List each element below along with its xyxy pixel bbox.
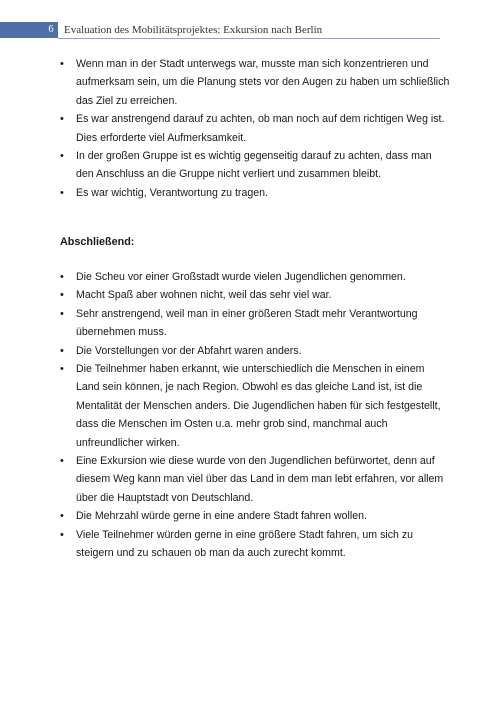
list-item — [60, 110, 450, 147]
list-item-text: Macht Spaß aber wohnen nicht, weil das sehr viel war. — [76, 289, 332, 302]
bullet-icon: • — [60, 344, 64, 357]
list-item — [60, 360, 450, 452]
list-item-text: Viele Teilnehmer würden gerne in eine größere Stadt fahren, um sich zu steigern und zu schauen ob man da auch zurecht kommt. — [76, 528, 414, 560]
list-item — [60, 507, 450, 525]
list-item — [60, 268, 450, 286]
section-heading: Abschließend: — [60, 236, 135, 248]
list-item — [60, 184, 450, 202]
list-item-text: Eine Exkursion wie diese wurde von den Jugendlichen befürwortet, denn auf diesem Weg kann man viel über das Land in dem man lebt erfahren, vor allem über die Hauptstadt von Deutschland. — [76, 455, 444, 504]
bullet-icon: • — [60, 271, 64, 283]
list-item-text: Es war wichtig, Verantwortung zu tragen. — [76, 186, 268, 199]
bullet-list-observations — [60, 55, 450, 202]
bullet-icon: • — [60, 455, 64, 468]
page-number: 6 — [48, 24, 54, 35]
list-item-text: Wenn man in der Stadt unterwegs war, musste man sich konzentrieren und aufmerksam sein, um die Planung stets vor den Augen zu haben um schließlich das Ziel zu erreichen. — [76, 58, 450, 107]
list-item — [60, 147, 450, 184]
bullet-icon: • — [60, 150, 64, 163]
list-item — [60, 342, 450, 360]
list-item — [60, 55, 450, 110]
bullet-icon: • — [60, 307, 64, 320]
header-rule — [58, 38, 440, 39]
bullet-icon: • — [60, 363, 64, 376]
running-title: Evaluation des Mobilitätsprojektes: Exkursion nach Berlin — [64, 24, 323, 36]
page-header — [0, 22, 500, 38]
list-item — [60, 286, 450, 304]
list-item-text: In der großen Gruppe ist es wichtig gegenseitig darauf zu achten, dass man den Anschluss an die Gruppe nicht verliert und zusammen bleibt. — [76, 150, 432, 181]
bullet-icon: • — [60, 58, 64, 70]
bullet-icon: • — [60, 528, 64, 541]
list-item-text: Es war anstrengend darauf zu achten, ob man noch auf dem richtigen Weg ist. Dies erforderte viel Aufmerksamkeit. — [76, 113, 445, 144]
list-item-text: Die Scheu vor einer Großstadt wurde vielen Jugendlichen genommen. — [76, 271, 406, 283]
list-item-text: Die Teilnehmer haben erkannt, wie unterschiedlich die Menschen in einem Land sein können, je nach Region. Obwohl es das gleiche Land ist, ist die Mentalität der Menschen anders. Die Jugendlichen haben für sich festgestellt, dass die Menschen im Osten u.a. mehr grob sind, manchmal auch unfreundlicher wirken. — [76, 363, 441, 449]
list-item-text: Sehr anstrengend, weil man in einer größeren Stadt mehr Verantwortung übernehmen muss. — [76, 307, 418, 339]
bullet-list-conclusions — [60, 268, 450, 563]
bullet-icon: • — [60, 113, 64, 126]
list-item-text: Die Vorstellungen vor der Abfahrt waren anders. — [76, 344, 302, 357]
bullet-icon: • — [60, 510, 64, 523]
list-item-text: Die Mehrzahl würde gerne in eine andere Stadt fahren wollen. — [76, 510, 367, 523]
list-item — [60, 305, 450, 342]
bullet-icon: • — [60, 289, 64, 302]
list-item — [60, 526, 450, 563]
bullet-icon: • — [60, 186, 64, 199]
list-item — [60, 452, 450, 507]
